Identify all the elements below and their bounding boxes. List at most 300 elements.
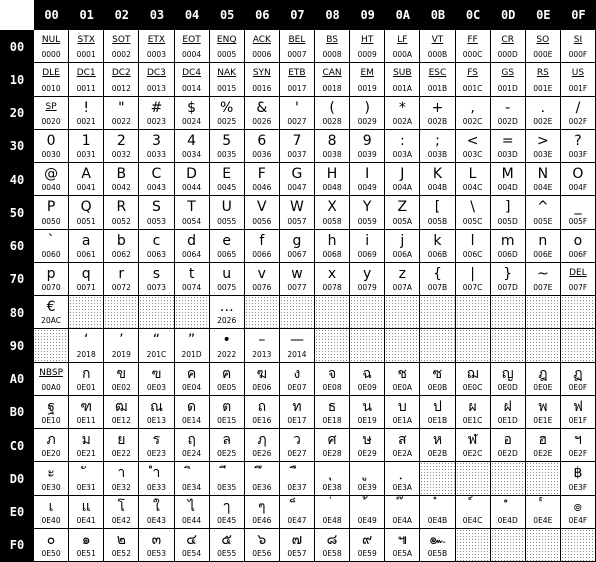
- code-cell: [210, 130, 245, 163]
- cell-codepoint: 0E26: [252, 449, 272, 459]
- cell-glyph: ๛: [429, 531, 446, 548]
- cell-glyph: ค: [186, 365, 197, 382]
- cell-glyph: 1: [81, 132, 91, 149]
- cell-codepoint: 0052: [111, 216, 131, 226]
- column-header: 0B: [420, 0, 455, 30]
- cell-codepoint: 0063: [146, 249, 166, 259]
- cell-glyph: [385, 499, 419, 515]
- unassigned-cell: [315, 296, 350, 329]
- code-cell: [210, 263, 245, 296]
- cell-codepoint: 0E40: [41, 515, 61, 525]
- row-header: E0: [0, 496, 34, 529]
- code-cell: [385, 97, 420, 130]
- cell-codepoint: 0E0C: [462, 382, 483, 392]
- cell-codepoint: 004A: [392, 183, 413, 193]
- code-cell: [385, 30, 420, 63]
- cell-glyph: ณ: [149, 398, 163, 415]
- cell-glyph: ๕: [221, 531, 232, 548]
- unassigned-cell: [69, 296, 104, 329]
- cell-codepoint: 0E22: [111, 449, 131, 459]
- cell-codepoint: 0055: [217, 216, 237, 226]
- cell-codepoint: 0054: [182, 216, 202, 226]
- code-cell: [315, 230, 350, 263]
- code-cell: [280, 163, 315, 196]
- unassigned-cell: [491, 329, 526, 362]
- cell-codepoint: 006A: [392, 249, 413, 259]
- cell-codepoint: 0010: [41, 83, 61, 93]
- cell-codepoint: 0E10: [41, 416, 61, 425]
- cell-glyph: A: [81, 166, 91, 182]
- cell-glyph: n: [538, 232, 548, 249]
- cell-glyph: N: [537, 166, 549, 182]
- code-cell: [175, 429, 210, 462]
- cell-glyph: \: [470, 199, 475, 216]
- code-cell: [420, 263, 455, 296]
- cell-glyph: ": [118, 99, 125, 116]
- cell-codepoint: 0072: [111, 283, 131, 292]
- code-cell: [34, 396, 69, 429]
- code-cell: [491, 263, 526, 296]
- cell-codepoint: 003F: [568, 150, 588, 159]
- cell-glyph: ๔: [186, 531, 197, 548]
- code-cell: [104, 363, 139, 396]
- cell-glyph: W: [290, 199, 304, 216]
- cell-codepoint: 0E2C: [462, 449, 483, 459]
- cell-codepoint: 0E02: [111, 382, 131, 392]
- code-cell: [456, 230, 491, 263]
- code-cell: [280, 196, 315, 229]
- cell-codepoint: 0020: [41, 116, 61, 126]
- code-cell: [561, 97, 596, 130]
- cell-glyph: L: [468, 166, 477, 182]
- cell-glyph: ETB: [288, 68, 306, 79]
- cell-codepoint: 0066: [252, 249, 272, 259]
- cell-glyph: BEL: [288, 35, 306, 45]
- cell-codepoint: 0E31: [76, 482, 96, 492]
- cell-codepoint: 0068: [322, 249, 342, 259]
- code-cell: [34, 230, 69, 263]
- cell-codepoint: 0017: [287, 83, 307, 93]
- code-cell: [350, 363, 385, 396]
- cell-glyph: @: [44, 166, 59, 182]
- code-cell: [420, 230, 455, 263]
- code-cell: [491, 63, 526, 96]
- cell-glyph: r: [118, 265, 125, 282]
- cell-glyph: ‘: [83, 332, 89, 349]
- row-header: C0: [0, 429, 34, 462]
- code-cell: [175, 263, 210, 296]
- cell-codepoint: 0040: [41, 183, 61, 193]
- code-cell: [34, 496, 69, 529]
- cell-codepoint: 0E0F: [568, 382, 588, 392]
- cell-codepoint: 0004: [182, 50, 202, 60]
- code-cell: [210, 329, 245, 362]
- cell-glyph: BS: [326, 35, 338, 45]
- cell-glyph: ฦ: [257, 432, 267, 448]
- cell-glyph: า: [117, 465, 126, 482]
- cell-codepoint: 0060: [41, 249, 61, 259]
- row-header: 30: [0, 130, 34, 163]
- cell-codepoint: 0000: [41, 50, 61, 60]
- cell-glyph: ท: [292, 398, 302, 415]
- code-cell: [245, 263, 280, 296]
- code-cell: [139, 97, 174, 130]
- code-cell: [69, 396, 104, 429]
- cell-codepoint: 0E1A: [392, 416, 413, 425]
- cell-codepoint: 007C: [462, 283, 483, 292]
- cell-codepoint: 0013: [146, 83, 166, 93]
- cell-codepoint: 0E45: [217, 515, 237, 525]
- unassigned-cell: [350, 329, 385, 362]
- code-cell: [175, 363, 210, 396]
- column-header: 04: [175, 0, 210, 30]
- cell-codepoint: 0024: [182, 116, 202, 126]
- cell-codepoint: 0051: [76, 216, 96, 226]
- cell-glyph: [385, 465, 419, 481]
- cell-glyph: [350, 499, 384, 515]
- code-cell: [420, 529, 455, 562]
- cell-codepoint: 0E4C: [462, 515, 483, 525]
- cell-codepoint: 0E28: [322, 449, 342, 459]
- code-cell: [210, 429, 245, 462]
- cell-codepoint: 0E30: [41, 482, 61, 492]
- cell-codepoint: 0E37: [287, 482, 307, 492]
- cell-glyph: [210, 465, 244, 481]
- cell-glyph: [315, 465, 349, 481]
- unassigned-cell: [526, 296, 561, 329]
- row-header: 70: [0, 263, 34, 296]
- cell-glyph: >: [536, 132, 549, 149]
- unassigned-cell: [245, 296, 280, 329]
- table-corner: [0, 0, 34, 30]
- cell-glyph: €: [46, 299, 56, 315]
- unassigned-cell: [456, 529, 491, 562]
- code-cell: [175, 396, 210, 429]
- cell-codepoint: 0030: [41, 150, 61, 159]
- cell-glyph: –: [258, 332, 266, 349]
- code-cell: [69, 130, 104, 163]
- cell-codepoint: 002E: [533, 116, 553, 126]
- cell-glyph: CR: [501, 35, 514, 45]
- cell-glyph: VT: [431, 35, 444, 45]
- code-cell: [491, 130, 526, 163]
- cell-glyph: m: [500, 232, 515, 249]
- code-cell: [561, 462, 596, 495]
- cell-codepoint: 007A: [392, 283, 413, 292]
- code-cell: [245, 130, 280, 163]
- cell-glyph: LF: [397, 35, 408, 45]
- code-cell: [280, 396, 315, 429]
- cell-glyph: พ: [538, 398, 548, 415]
- cell-glyph: ฒ: [114, 398, 128, 415]
- cell-codepoint: 0E50: [41, 549, 61, 558]
- code-cell: [104, 63, 139, 96]
- cell-glyph: &: [256, 99, 268, 116]
- cell-glyph: ฟ: [572, 398, 583, 415]
- cell-glyph: F: [257, 166, 266, 182]
- cell-codepoint: 0E2E: [533, 449, 553, 459]
- cell-codepoint: 0059: [357, 216, 377, 226]
- cell-glyph: GS: [501, 68, 515, 79]
- cell-glyph: —: [289, 332, 304, 349]
- cell-glyph: *: [398, 99, 406, 116]
- row-header: 90: [0, 329, 34, 362]
- code-cell: [420, 396, 455, 429]
- cell-glyph: x: [327, 265, 337, 282]
- cell-glyph: w: [291, 265, 303, 282]
- code-cell: [561, 30, 596, 63]
- cell-codepoint: 0056: [252, 216, 272, 226]
- cell-glyph: $: [187, 99, 197, 116]
- cell-glyph: ะ: [47, 465, 55, 482]
- cell-glyph: ฝ: [503, 398, 512, 415]
- cell-codepoint: 0E2D: [497, 449, 518, 459]
- cell-glyph: d: [187, 232, 196, 249]
- unassigned-cell: [456, 329, 491, 362]
- cell-glyph: ย: [117, 432, 126, 448]
- code-cell: [350, 30, 385, 63]
- unassigned-cell: [456, 462, 491, 495]
- code-cell: [456, 130, 491, 163]
- code-cell: [456, 196, 491, 229]
- cell-glyph: DC3: [146, 68, 166, 79]
- cell-codepoint: 0037: [287, 150, 307, 159]
- cell-glyph: V: [257, 199, 267, 216]
- unassigned-cell: [175, 296, 210, 329]
- code-cell: [315, 97, 350, 130]
- cell-codepoint: 0E08: [322, 382, 342, 392]
- code-cell: [245, 496, 280, 529]
- column-header: 07: [280, 0, 315, 30]
- cell-codepoint: 0E27: [287, 449, 307, 459]
- cell-codepoint: 0E15: [217, 416, 237, 425]
- cell-glyph: =: [501, 132, 514, 149]
- code-cell: [280, 63, 315, 96]
- code-cell: [420, 429, 455, 462]
- cell-glyph: ๚: [397, 531, 408, 548]
- code-cell: [34, 363, 69, 396]
- cell-codepoint: 003D: [497, 150, 518, 159]
- code-cell: [420, 196, 455, 229]
- column-header: 03: [139, 0, 174, 30]
- code-cell: [350, 462, 385, 495]
- code-cell: [315, 263, 350, 296]
- cell-codepoint: 005A: [392, 216, 413, 226]
- cell-glyph: ม: [81, 432, 91, 448]
- code-cell: [139, 363, 174, 396]
- cell-glyph: ร: [152, 432, 161, 448]
- code-cell: [526, 230, 561, 263]
- cell-glyph: f: [259, 232, 265, 249]
- code-cell: [175, 329, 210, 362]
- column-header: 02: [104, 0, 139, 30]
- cell-glyph: (: [329, 99, 335, 116]
- code-cell: [245, 363, 280, 396]
- cell-codepoint: 005B: [427, 216, 448, 226]
- cell-glyph: ด: [187, 398, 197, 415]
- code-cell: [210, 97, 245, 130]
- cell-codepoint: 0048: [322, 183, 342, 193]
- cell-glyph: ก: [81, 365, 91, 382]
- cell-glyph: O: [572, 166, 584, 182]
- code-cell: [34, 30, 69, 63]
- cell-codepoint: 0E52: [111, 549, 131, 558]
- code-cell: [385, 396, 420, 429]
- code-cell: [561, 263, 596, 296]
- cell-codepoint: 0E0D: [497, 382, 518, 392]
- cell-codepoint: 0E0B: [427, 382, 448, 392]
- row-header: B0: [0, 396, 34, 429]
- code-cell: [561, 63, 596, 96]
- code-cell: [385, 263, 420, 296]
- cell-glyph: 2: [116, 132, 126, 149]
- unassigned-cell: [561, 329, 596, 362]
- code-cell: [139, 496, 174, 529]
- code-cell: [69, 63, 104, 96]
- cell-glyph: ๘: [326, 531, 338, 548]
- cell-glyph: ฯ: [574, 432, 582, 448]
- cell-glyph: ): [364, 99, 370, 116]
- code-cell: [561, 396, 596, 429]
- code-cell: [385, 130, 420, 163]
- code-cell: [245, 63, 280, 96]
- code-cell: [175, 163, 210, 196]
- code-cell: [245, 196, 280, 229]
- cell-glyph: FS: [467, 68, 478, 79]
- cell-glyph: i: [365, 232, 370, 249]
- code-cell: [280, 529, 315, 562]
- cell-codepoint: 0E5A: [392, 549, 413, 558]
- column-header: 00: [34, 0, 69, 30]
- cell-glyph: Z: [397, 199, 408, 216]
- cell-codepoint: 2013: [252, 349, 272, 359]
- code-cell: [104, 30, 139, 63]
- cell-codepoint: 0035: [217, 150, 237, 159]
- cell-codepoint: 0028: [322, 116, 342, 126]
- cell-glyph: ?: [574, 132, 582, 149]
- cell-codepoint: 001C: [462, 83, 483, 93]
- cell-codepoint: 0E2B: [427, 449, 448, 459]
- cell-codepoint: 0070: [41, 283, 61, 292]
- cell-glyph: I: [365, 166, 370, 182]
- cell-codepoint: 0061: [76, 249, 96, 259]
- cell-glyph: E: [222, 166, 232, 182]
- cell-codepoint: 0079: [357, 283, 377, 292]
- code-cell: [210, 462, 245, 495]
- unassigned-cell: [104, 296, 139, 329]
- cell-codepoint: 0E47: [287, 515, 307, 525]
- code-cell: [34, 163, 69, 196]
- code-cell: [385, 363, 420, 396]
- cell-glyph: [280, 465, 314, 481]
- code-cell: [104, 196, 139, 229]
- cell-glyph: ต: [222, 398, 232, 415]
- cell-codepoint: 0E25: [217, 449, 237, 459]
- cell-glyph: B: [116, 166, 127, 182]
- cell-codepoint: 0E53: [146, 549, 166, 558]
- unassigned-cell: [420, 329, 455, 362]
- row-header: F0: [0, 529, 34, 562]
- cell-glyph: ฐ: [47, 398, 55, 415]
- code-cell: [526, 130, 561, 163]
- cell-glyph: 7: [292, 132, 302, 149]
- cell-glyph: ผ: [468, 398, 477, 415]
- cell-codepoint: 005F: [568, 216, 588, 226]
- cell-codepoint: 007D: [497, 283, 518, 292]
- cell-codepoint: 0E58: [322, 549, 342, 558]
- code-cell: [34, 462, 69, 495]
- cell-codepoint: 0E1F: [568, 416, 588, 425]
- cell-glyph: ภ: [46, 432, 56, 448]
- cell-glyph: ๓: [151, 531, 162, 548]
- cell-glyph: :: [399, 132, 405, 149]
- code-cell: [34, 263, 69, 296]
- cell-codepoint: 0006: [252, 50, 272, 60]
- unassigned-cell: [315, 329, 350, 362]
- cell-glyph: ศ: [327, 432, 337, 448]
- cell-glyph: ': [295, 99, 299, 116]
- cell-glyph: ำ: [152, 465, 161, 482]
- cell-codepoint: 0050: [41, 216, 61, 226]
- cell-glyph: U: [221, 199, 232, 216]
- code-cell: [104, 462, 139, 495]
- code-cell: [561, 363, 596, 396]
- code-cell: [175, 196, 210, 229]
- cell-glyph: ไ: [188, 498, 196, 515]
- code-cell: [280, 429, 315, 462]
- row-header: D0: [0, 462, 34, 495]
- code-cell: [34, 130, 69, 163]
- code-cell: [69, 462, 104, 495]
- cell-codepoint: 0E09: [357, 382, 377, 392]
- code-cell: [104, 97, 139, 130]
- cell-codepoint: 0E39: [357, 482, 377, 492]
- cell-codepoint: 0E59: [357, 549, 377, 558]
- cell-codepoint: 0E48: [322, 515, 342, 525]
- cell-glyph: แ: [81, 498, 91, 515]
- cell-codepoint: 0E44: [182, 515, 202, 525]
- column-header: 0A: [385, 0, 420, 30]
- cell-codepoint: 2014: [287, 349, 307, 359]
- code-cell: [210, 163, 245, 196]
- cell-codepoint: 201D: [181, 349, 202, 359]
- cell-codepoint: 004D: [497, 183, 518, 193]
- cell-glyph: [350, 465, 384, 481]
- cell-glyph: [175, 465, 209, 481]
- cell-codepoint: 0E4B: [427, 515, 448, 525]
- code-cell: [350, 63, 385, 96]
- cell-glyph: ;: [435, 132, 440, 149]
- cell-glyph: ๐: [46, 531, 56, 548]
- cell-glyph: a: [81, 232, 91, 249]
- cell-glyph: ฃ: [151, 365, 162, 382]
- cell-glyph: 5: [222, 132, 232, 149]
- code-cell: [526, 196, 561, 229]
- cell-codepoint: 0064: [182, 249, 202, 259]
- cell-codepoint: 0E42: [111, 515, 131, 525]
- cell-codepoint: 002D: [497, 116, 518, 126]
- cell-codepoint: 003A: [392, 150, 413, 159]
- unassigned-cell: [491, 296, 526, 329]
- code-cell: [104, 329, 139, 362]
- cell-glyph: DEL: [569, 267, 587, 278]
- code-cell: [245, 396, 280, 429]
- code-cell: [69, 329, 104, 362]
- unassigned-cell: [385, 329, 420, 362]
- code-cell: [34, 63, 69, 96]
- code-cell: [526, 163, 561, 196]
- cell-codepoint: 0007: [287, 50, 307, 60]
